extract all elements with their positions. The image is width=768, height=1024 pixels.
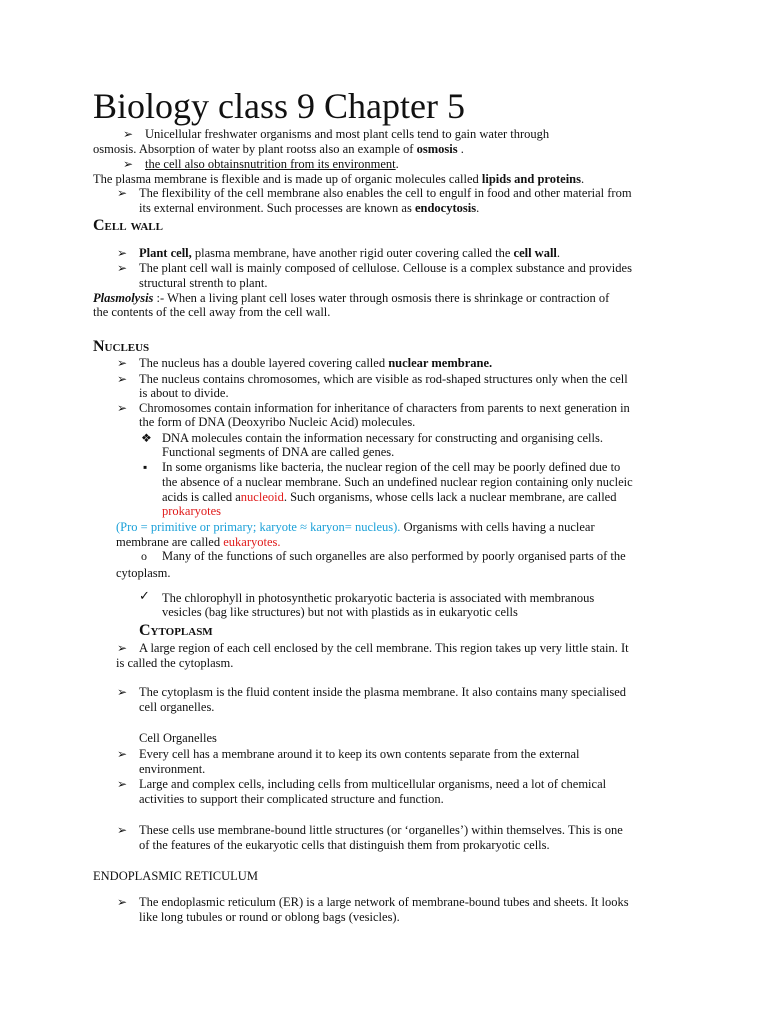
nucleus-point-7-line-2: cytoplasm. — [116, 566, 171, 580]
section-heading-cytoplasm: Cytoplasm — [139, 622, 213, 639]
nucleus-pro-definition-line-2: membrane are called eukaryotes. — [116, 535, 281, 549]
nucleus-point-8-line-2: vesicles (bag like structures) but not with plastids as in eukaryotic cells — [162, 605, 518, 619]
er-point-1-line-1: The endoplasmic reticulum (ER) is a large network of membrane-bound tubes and sheets. It looks — [139, 895, 629, 909]
diamond-bullet-icon: ❖ — [141, 431, 152, 445]
intro-line-2: osmosis. Absorption of water by plant rootss also an example of osmosis . — [93, 142, 464, 156]
cell-wall-point-1: Plant cell, plasma membrane, have another rigid outer covering called the cell wall. — [139, 246, 561, 260]
nucleus-point-5-line-2: the absence of a nuclear membrane. Such an undefined nuclear region containing only nucleic — [162, 475, 633, 489]
plasmolysis-line-2: the contents of the cell away from the cell wall. — [93, 305, 331, 319]
arrow-bullet-icon: ➢ — [117, 823, 128, 837]
cell-wall-point-2-line-1: The plant cell wall is mainly composed of cellulose. Cellouse is a complex substance and provides — [139, 261, 632, 275]
cell-wall-point-2-line-2: structural strenth to plant. — [139, 276, 268, 290]
arrow-bullet-icon: ➢ — [117, 356, 128, 370]
arrow-bullet-icon: ➢ — [117, 685, 128, 699]
nucleus-point-7-line-1: Many of the functions of such organelles are also performed by poorly organised parts of the — [162, 549, 626, 563]
nucleus-pro-definition-line-1: (Pro = primitive or primary; karyote ≈ karyon= nucleus). Organisms with cells having a nuclear — [116, 520, 595, 534]
cell-organelles-label: Cell Organelles — [139, 731, 217, 745]
nucleus-point-5-line-4: prokaryotes — [162, 504, 222, 518]
nucleus-point-4-line-1: DNA molecules contain the information necessary for constructing and organising cells. — [162, 431, 603, 445]
nucleus-point-3-line-1: Chromosomes contain information for inheritance of characters from parents to next generation in — [139, 401, 630, 415]
plasmolysis-line-1: Plasmolysis :- When a living plant cell loses water through osmosis there is shrinkage or contraction of — [93, 291, 610, 305]
arrow-bullet-icon: ➢ — [117, 641, 128, 655]
nucleus-point-4-line-2: Functional segments of DNA are called genes. — [162, 445, 395, 459]
arrow-bullet-icon: ➢ — [117, 747, 128, 761]
arrow-bullet-icon: ➢ — [123, 127, 134, 141]
nucleus-point-3-line-2: the form of DNA (Deoxyribo Nucleic Acid) molecules. — [139, 415, 416, 429]
nucleus-point-5-line-3: acids is called anucleoid. Such organisms, whose cells lack a nuclear membrane, are called — [162, 490, 617, 504]
intro-line-3: the cell also obtainsnutrition from its environment. — [145, 157, 399, 171]
arrow-bullet-icon: ➢ — [117, 186, 128, 200]
arrow-bullet-icon: ➢ — [117, 777, 128, 791]
section-heading-er: ENDOPLASMIC RETICULUM — [93, 869, 258, 883]
intro-line-1: Unicellular freshwater organisms and most plant cells tend to gain water through — [145, 127, 550, 141]
nucleus-point-8-line-1: The chlorophyll in photosynthetic prokaryotic bacteria is associated with membranous — [162, 591, 595, 605]
cytoplasm-point-3-line-2: environment. — [139, 762, 206, 776]
cytoplasm-point-1-line-1: A large region of each cell enclosed by the cell membrane. This region takes up very little stain. It — [139, 641, 629, 655]
cytoplasm-point-3-line-1: Every cell has a membrane around it to keep its own contents separate from the external — [139, 747, 580, 761]
nucleus-point-2-line-2: is about to divide. — [139, 386, 229, 400]
cytoplasm-point-2-line-1: The cytoplasm is the fluid content inside the plasma membrane. It also contains many specialised — [139, 685, 627, 699]
cytoplasm-point-2-line-2: cell organelles. — [139, 700, 215, 714]
cytoplasm-point-4-line-2: activities to support their complicated structure and function. — [139, 792, 444, 806]
check-bullet-icon: ✓ — [139, 588, 150, 603]
arrow-bullet-icon: ➢ — [117, 261, 128, 275]
cytoplasm-point-5-line-2: of the features of the eukaryotic cells that distinguish them from prokaryotic cells. — [139, 838, 550, 852]
intro-line-5: The flexibility of the cell membrane also enables the cell to engulf in food and other material from — [139, 186, 632, 200]
arrow-bullet-icon: ➢ — [117, 372, 128, 386]
nucleus-point-5-line-1: In some organisms like bacteria, the nuclear region of the cell may be poorly defined due to — [162, 460, 621, 474]
cytoplasm-point-1-line-2: is called the cytoplasm. — [116, 656, 234, 670]
intro-line-4: The plasma membrane is flexible and is made up of organic molecules called lipids and proteins. — [93, 172, 585, 186]
arrow-bullet-icon: ➢ — [117, 246, 128, 260]
square-bullet-icon: ▪ — [143, 460, 148, 474]
arrow-bullet-icon: ➢ — [117, 895, 128, 909]
intro-line-6: its external environment. Such processes are known as endocytosis. — [139, 201, 480, 215]
circle-bullet-icon: o — [141, 549, 147, 563]
arrow-bullet-icon: ➢ — [117, 401, 128, 415]
page-title: Biology class 9 Chapter 5 — [93, 86, 465, 126]
section-heading-cell-wall: Cell wall — [93, 217, 163, 234]
arrow-bullet-icon: ➢ — [123, 157, 134, 171]
cytoplasm-point-4-line-1: Large and complex cells, including cells from multicellular organisms, need a lot of chemical — [139, 777, 607, 791]
er-point-1-line-2: like long tubules or round or oblong bags (vesicles). — [139, 910, 400, 924]
section-heading-nucleus: Nucleus — [93, 338, 150, 355]
nucleus-point-1: The nucleus has a double layered covering called nuclear membrane. — [139, 356, 493, 370]
nucleus-point-2-line-1: The nucleus contains chromosomes, which are visible as rod-shaped structures only when the cell — [139, 372, 628, 386]
cytoplasm-point-5-line-1: These cells use membrane-bound little structures (or ‘organelles’) within themselves. This is one — [139, 823, 623, 837]
